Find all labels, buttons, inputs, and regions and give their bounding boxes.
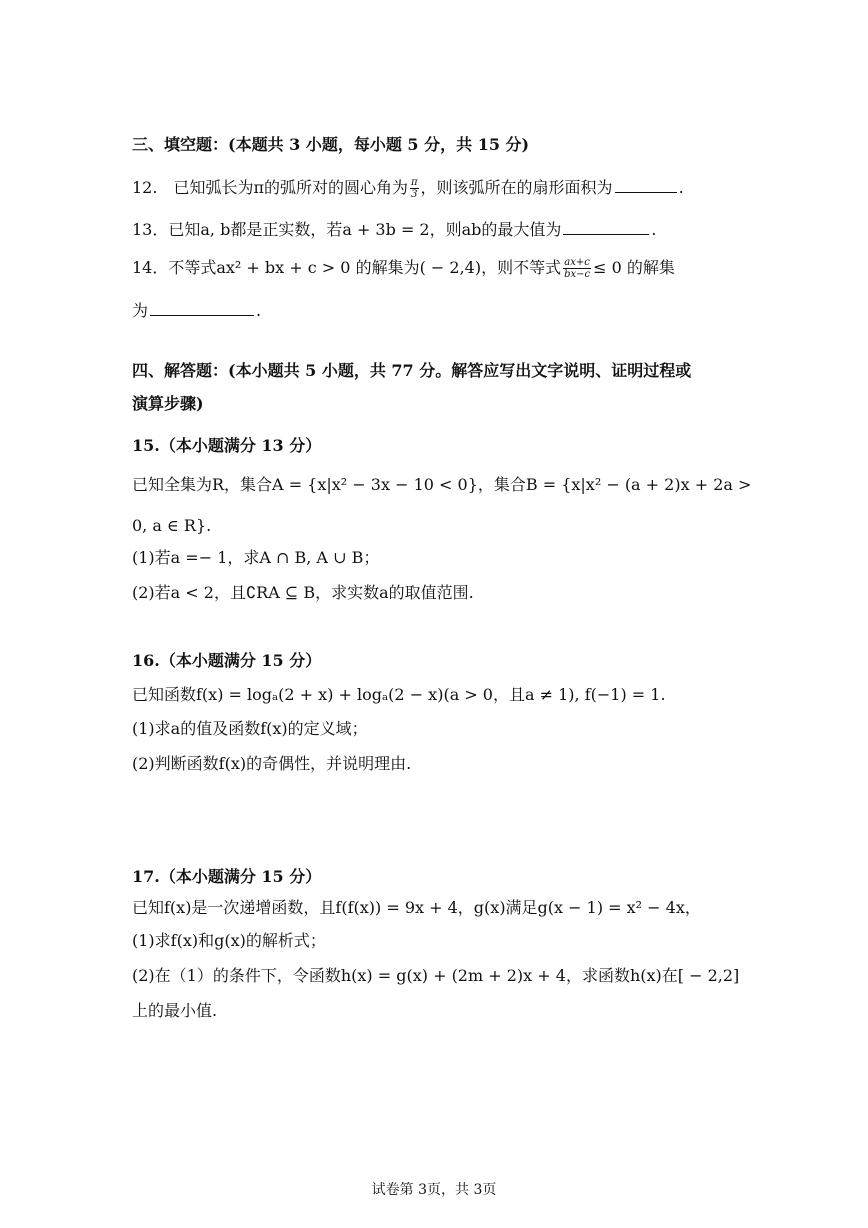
- page-footer: 试卷第 3页，共 3页: [371, 1182, 497, 1198]
- section4-heading-line2: 演算步骤): [132, 394, 204, 413]
- q14-line2-pre: 为: [132, 301, 149, 320]
- q15-line1: 已知全集为R，集合A = {x|x² − 3x − 10 < 0}，集合B = {x|x² − (a + 2)x + 2a >: [132, 475, 752, 494]
- q12-text-pre: 12. 已知弧长为π的弧所对的圆心角为: [132, 178, 408, 197]
- q17-part1: (1)求f(x)和g(x)的解析式；: [132, 931, 326, 950]
- q12-frac-num: π: [410, 177, 418, 188]
- q13-answer-blank: [563, 218, 649, 235]
- q16-part2: (2)判断函数f(x)的奇偶性，并说明理由.: [132, 754, 412, 773]
- section3-heading: 三、填空题：(本题共 3 小题，每小题 5 分，共 15 分): [132, 135, 530, 154]
- q12-answer-blank: [615, 176, 677, 193]
- q16-part1: (1)求a的值及函数f(x)的定义域；: [132, 719, 368, 738]
- q15-part1: (1)若a =− 1，求A ∩ B, A ∪ B；: [132, 548, 380, 567]
- q15-part2: (2)若a < 2，且∁RA ⊆ B，求实数a的取值范围.: [132, 583, 474, 602]
- section4-heading-line1: 四、解答题：(本小题共 5 小题，共 77 分。解答应写出文字说明、证明过程或: [132, 361, 692, 380]
- question-14-line2: [132, 299, 261, 322]
- q15-line2: 0, a ∈ R}.: [132, 516, 212, 535]
- q17-title: 17.（本小题满分 15 分）: [132, 867, 322, 886]
- q13-end: .: [651, 220, 657, 239]
- question-13: [132, 218, 657, 241]
- q14-end: .: [256, 301, 262, 320]
- q12-frac-den: 3: [411, 189, 418, 200]
- q16-line1: 已知函数f(x) = logₐ(2 + x) + logₐ(2 − x)(a > 0，且a ≠ 1), f(−1) = 1.: [132, 685, 666, 704]
- q16-title: 16.（本小题满分 15 分）: [132, 651, 322, 670]
- q12-fraction: [410, 177, 419, 200]
- q17-line1: 已知f(x)是一次递增函数，且f(f(x)) = 9x + 4，g(x)满足g(x − 1) = x² − 4x，: [132, 898, 701, 917]
- q14-frac-num: ax+c: [564, 257, 590, 268]
- q14-text-pre: 14．不等式ax² + bx + c > 0 的解集为( − 2,4)，则不等式: [132, 258, 562, 277]
- q15-title: 15.（本小题满分 13 分）: [132, 436, 322, 455]
- q14-text-post: ≤ 0 的解集: [593, 258, 675, 277]
- question-12: [132, 176, 684, 200]
- q13-text: 13．已知a, b都是正实数，若a + 3b = 2，则ab的最大值为: [132, 220, 562, 239]
- q12-end: .: [678, 178, 684, 197]
- q17-part2-line1: (2)在（1）的条件下，令函数h(x) = g(x) + (2m + 2)x + 4，求函数h(x)在[ − 2,2]: [132, 966, 740, 985]
- question-14: [132, 257, 675, 280]
- q14-answer-blank: [150, 299, 254, 316]
- q14-fraction: [563, 257, 591, 280]
- q17-part2-line2: 上的最小值.: [132, 1001, 218, 1020]
- q12-text-post: ，则该弧所在的扇形面积为: [420, 178, 613, 197]
- q14-frac-den: bx−c: [564, 269, 591, 280]
